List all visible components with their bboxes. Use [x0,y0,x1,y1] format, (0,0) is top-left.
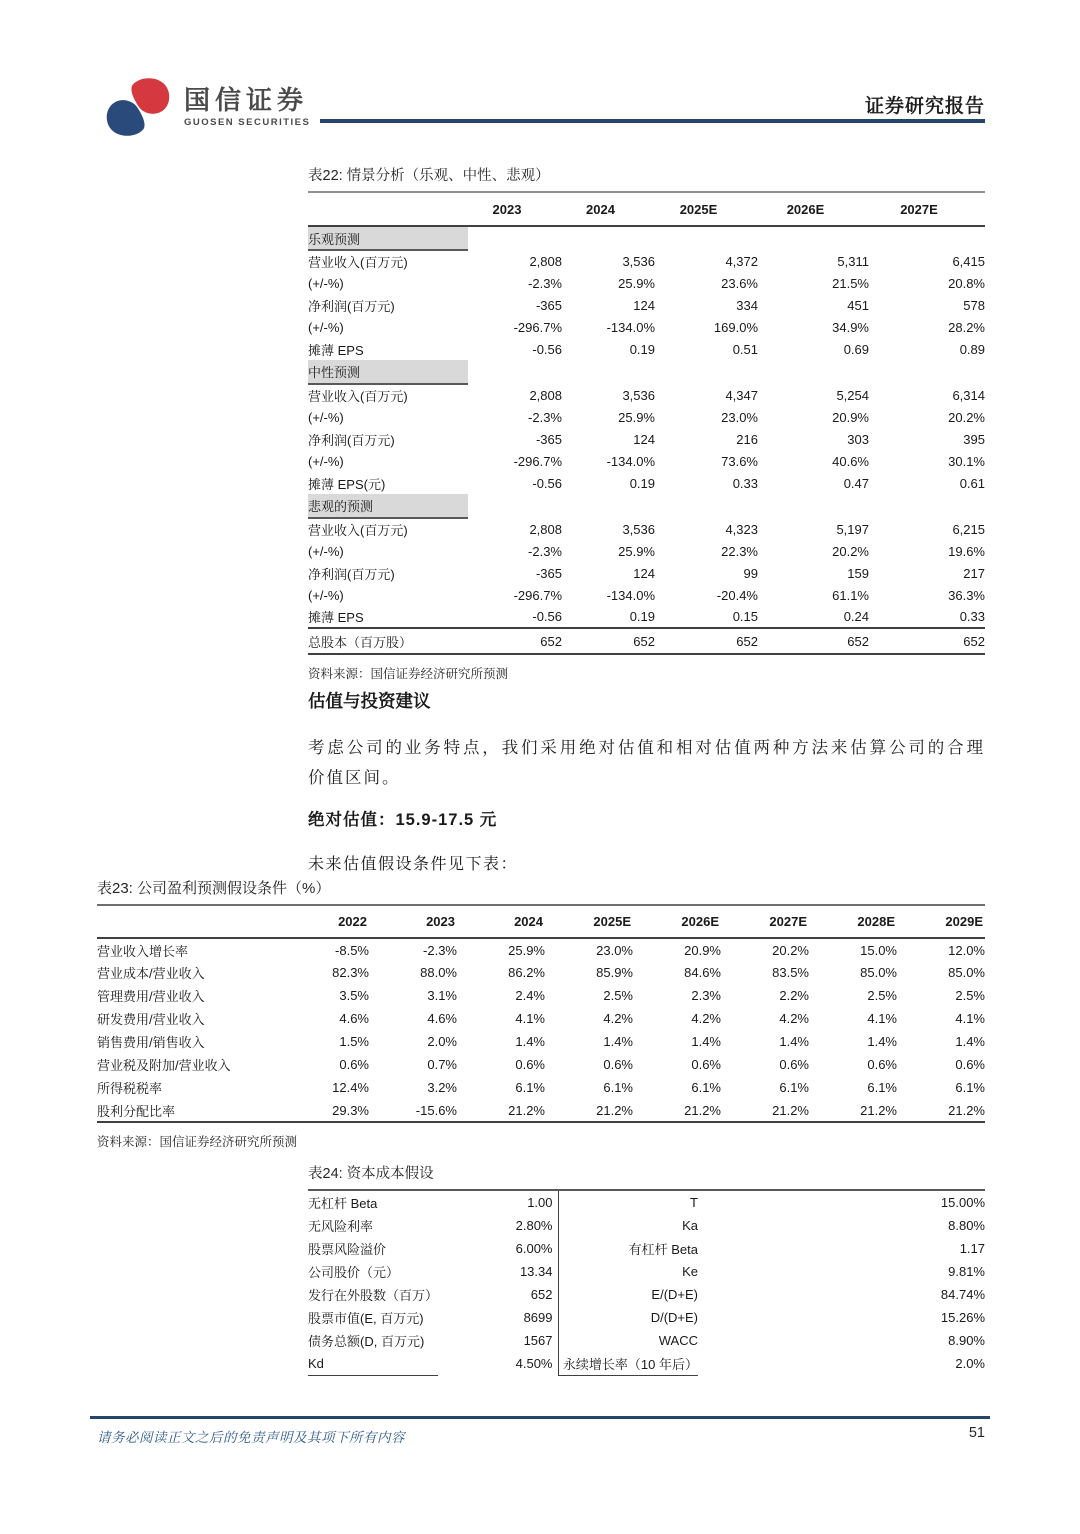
cell-value: 0.33 [732,475,758,491]
cell-value: 0.6% [339,1057,369,1072]
cell-value: 15.00% [940,1195,985,1210]
cell-value: 5,254 [836,387,869,403]
table-row [308,1352,985,1375]
cell-value: 25.9% [618,409,655,425]
table-row [308,316,985,338]
row-label: 中性预测 [308,360,468,384]
cell-value [468,360,562,384]
cell-value: 19.6% [948,543,985,559]
row-label: 摊薄 EPS [308,342,364,358]
header-divider [320,119,985,123]
cell-value: -20.4% [716,587,758,603]
cell-value: 6,415 [952,253,985,269]
table-row [97,961,985,984]
cell-value: -134.0% [606,453,655,469]
cell-value: 652 [468,628,562,654]
cell-value: 25.9% [508,942,545,958]
cell-value: 15.26% [940,1310,985,1325]
row-label: Ke [558,1260,698,1283]
cell-value: 0.6% [867,1057,897,1072]
cell-value: 0.6% [779,1057,809,1072]
section-row [308,360,985,384]
cell-value: -296.7% [513,587,562,603]
cell-value: 0.61 [959,475,985,491]
cell-value: 85.9% [596,965,633,980]
brand-name-en: GUOSEN SECURITIES [184,117,311,129]
cell-value: 2.5% [867,988,897,1003]
row-label: (+/-%) [308,319,344,335]
cell-value: 4.2% [603,1011,633,1026]
cell-value: 61.1% [832,587,869,603]
cell-value: 21.2% [809,1099,897,1122]
row-label: (+/-%) [308,453,344,469]
section-row [308,226,985,250]
cell-value: 21.2% [633,1099,721,1122]
cell-value: 0.47 [843,475,869,491]
row-label: 摊薄 EPS [308,610,364,625]
cell-value: 85.0% [948,965,985,980]
cell-value [758,494,869,518]
table-row [97,938,985,961]
scenario-analysis-section [308,164,985,682]
cell-value: 4,323 [725,521,758,537]
report-type-label: 证券研究报告 [864,96,985,117]
row-label: 净利润(百万元) [308,566,395,582]
brand-name-cn: 国信证券 [184,84,309,115]
table-row [308,1260,985,1283]
table-row [308,338,985,360]
cell-value: 83.5% [772,965,809,980]
column-header: 2028E [809,906,897,938]
valuation-section [308,688,985,874]
column-header: 2024 [457,906,545,938]
cell-value: 5,197 [836,521,869,537]
row-label: 营业成本/营业收入 [97,966,205,981]
cell-value: 2.0% [955,1356,985,1371]
row-label: (+/-%) [308,275,344,291]
cell-value: 124 [633,297,655,313]
cell-value [869,360,985,384]
cell-value: 0.51 [732,341,758,357]
column-header: 2023 [369,906,457,938]
cell-value [468,226,562,250]
row-label: 营业收入(百万元) [308,255,408,270]
cell-value: 5,311 [837,253,869,269]
row-label: 管理费用/营业收入 [97,989,205,1004]
cell-value: 2.2% [779,988,809,1003]
row-label: 销售费用/销售收入 [97,1035,205,1050]
cell-value [869,226,985,250]
cell-value: 6.1% [515,1080,545,1095]
cell-value: 0.19 [629,341,655,357]
cell-value: 334 [736,297,758,313]
cell-value: 99 [743,565,758,581]
cell-value: 1.5% [339,1034,369,1049]
absolute-valuation-heading: 绝对估值：15.9-17.5 元 [308,811,498,829]
cell-value: 2,808 [529,521,562,537]
cell-value: 4.1% [515,1011,545,1026]
table-row [308,562,985,584]
cell-value: 21.5% [832,275,869,291]
cell-value: 29.3% [281,1099,369,1122]
cell-value: -0.56 [532,609,562,624]
cell-value: 652 [869,628,985,654]
table-row [308,1306,985,1329]
cell-value: -296.7% [513,319,562,335]
table-row [308,272,985,294]
table-row [308,472,985,494]
cell-value: 216 [736,431,758,447]
cell-value: -0.56 [532,475,562,491]
table-row [308,518,985,540]
row-label: 所得税税率 [97,1081,163,1096]
cell-value: 6.1% [691,1080,721,1095]
cell-value: 4,347 [725,387,758,403]
cell-value: 21.2% [897,1099,985,1122]
cell-value: 20.2% [832,543,869,559]
cell-value: 3.2% [427,1080,457,1095]
table-row [308,1214,985,1237]
cell-value: 652 [758,628,869,654]
cell-value [655,226,758,250]
header-row [97,906,985,938]
cell-value: 4.6% [339,1011,369,1026]
cell-value: 23.6% [721,275,758,291]
cell-value: 0.24 [843,609,869,624]
column-header [97,906,281,938]
cell-value: 652 [530,1287,553,1302]
column-header: 2026E [633,906,721,938]
cell-value: 2.4% [515,988,545,1003]
cell-value: 451 [847,297,869,313]
cell-value: 0.69 [843,341,869,357]
cell-value: -365 [535,431,562,447]
cell-value [758,360,869,384]
row-label: 公司股价（元） [308,1265,400,1280]
cell-value [468,494,562,518]
row-label: 有杠杆 Beta [558,1237,698,1260]
cell-value [655,494,758,518]
cell-value: 21.2% [457,1099,545,1122]
cell-value: 124 [633,431,655,447]
cell-value: -134.0% [606,319,655,335]
valuation-paragraph [308,733,985,793]
cell-value: 20.2% [948,409,985,425]
page-number: 51 [968,1425,985,1441]
row-label: (+/-%) [308,543,344,559]
row-label: Ka [558,1214,698,1237]
table-row [308,628,985,654]
cell-value: 0.15 [732,609,758,624]
guosen-logo-icon [103,76,173,138]
cell-value: -0.56 [532,341,562,357]
row-label: 无风险利率 [308,1219,374,1234]
row-label: 股票市值(E, 百万元) [308,1311,424,1326]
row-label: (+/-%) [308,409,344,425]
row-label: 乐观预测 [308,226,468,250]
table-row [308,1329,985,1352]
table-row [308,406,985,428]
cell-value [562,360,655,384]
cell-value: 1.4% [955,1034,985,1049]
brand-text [184,86,310,129]
capital-cost-section [308,1162,985,1376]
cell-value: 6,215 [952,521,985,537]
cell-value: -2.3% [528,543,562,559]
table-row [97,1007,985,1030]
cell-value: 1567 [523,1333,553,1348]
row-label: 股利分配比率 [97,1099,281,1122]
footer-divider [90,1416,990,1419]
table-row [308,294,985,316]
cell-value: 86.2% [508,965,545,980]
cell-value: 82.3% [332,965,369,980]
cell-value: 1.00 [527,1195,553,1210]
cell-value: 8.80% [948,1218,985,1233]
cell-value: 40.6% [832,453,869,469]
cell-value: 9.81% [948,1264,985,1279]
cell-value: -8.5% [335,942,369,958]
row-label: 无杠杆 Beta [308,1196,378,1211]
row-label: 营业收入(百万元) [308,523,408,538]
cell-value: -2.3% [528,409,562,425]
row-label: WACC [558,1329,698,1352]
cell-value: 2,808 [529,253,562,269]
row-label: 悲观的预测 [308,494,468,518]
section-row [308,494,985,518]
cell-value [562,226,655,250]
table-row [97,984,985,1007]
cell-value: 13.34 [519,1264,553,1279]
cell-value: 0.6% [515,1057,545,1072]
cell-value: 6.1% [867,1080,897,1095]
cell-value: 15.0% [860,942,897,958]
table-row [97,1030,985,1053]
row-label: 发行在外股数（百万） [308,1288,439,1303]
cell-value: 20.9% [832,409,869,425]
column-header: 2024 [562,193,655,226]
table-row [97,1099,985,1122]
cell-value: 4.50% [515,1356,553,1371]
scenario-analysis-table [308,193,985,655]
cell-value: 395 [963,431,985,447]
column-header: 2027E [869,193,985,226]
cell-value: -2.3% [423,942,457,958]
cell-value: 1.4% [779,1034,809,1049]
table-row [308,450,985,472]
row-label: D/(D+E) [558,1306,698,1329]
cell-value: 159 [847,565,869,581]
cell-value: 124 [633,565,655,581]
paragraph-line: 价值区间。 [308,769,401,787]
cell-value: 88.0% [420,965,457,980]
cell-value: -365 [535,565,562,581]
table-row [308,606,985,628]
cell-value: 21.2% [545,1099,633,1122]
row-label: 营业收入(百万元) [308,389,408,404]
cell-value [655,360,758,384]
cell-value: 2.3% [691,988,721,1003]
cell-value: 3,536 [622,387,655,403]
row-label: 研发费用/营业收入 [97,1012,205,1027]
row-label: 净利润(百万元) [308,298,395,314]
cell-value: 0.6% [691,1057,721,1072]
row-label: 营业税及附加/营业收入 [97,1058,231,1073]
cell-value: 0.6% [603,1057,633,1072]
cell-value: 4.2% [691,1011,721,1026]
cell-value: 2.0% [427,1034,457,1049]
row-label: 营业收入增长率 [97,943,189,959]
table22-source: 资料来源：国信证券经济研究所预测 [308,667,509,681]
table-row [308,1283,985,1306]
column-header: 2023 [468,193,562,226]
cell-value: 2.5% [955,988,985,1003]
guosen-logo [103,76,310,138]
cell-value: 22.3% [721,543,758,559]
cell-value: 4.1% [867,1011,897,1026]
table-row [308,384,985,406]
valuation-heading: 估值与投资建议 [308,691,431,711]
cell-value: 0.89 [959,341,985,357]
cell-value: 73.6% [721,453,758,469]
header-row [308,193,985,226]
cell-value: 20.9% [684,942,721,958]
table-row [308,428,985,450]
table-intro-text: 未来估值假设条件见下表： [308,856,519,873]
cell-value: 12.0% [948,942,985,958]
cell-value: 3,536 [622,521,655,537]
cell-value [869,494,985,518]
cell-value: 3,536 [622,253,655,269]
cell-value: 4.2% [779,1011,809,1026]
cell-value: 2.80% [515,1218,553,1233]
cell-value: 2.5% [603,988,633,1003]
cell-value: 4.1% [955,1011,985,1026]
cell-value: 85.0% [860,965,897,980]
cell-value: 4.6% [427,1011,457,1026]
cell-value: 3.5% [339,988,369,1003]
table-row [97,1076,985,1099]
cell-value: 1.4% [603,1034,633,1049]
cell-value: 0.33 [959,609,985,624]
row-label: 总股本（百万股） [308,628,468,654]
cell-value: -134.0% [606,587,655,603]
cell-value: 0.19 [629,609,655,624]
table24-title: 表24: 资本成本假设 [308,1162,985,1191]
table-row [308,584,985,606]
column-header: 2025E [545,906,633,938]
table22-title: 表22: 情景分析（乐观、中性、悲观） [308,164,985,193]
cell-value [758,226,869,250]
cell-value: 2,808 [529,387,562,403]
cell-value: -15.6% [369,1099,457,1122]
profit-assumptions-table [97,906,985,1123]
cell-value: 36.3% [948,587,985,603]
column-header: 2022 [281,906,369,938]
row-label: 永续增长率（10 年后） [558,1352,698,1375]
cell-value: 4,372 [725,253,758,269]
table-row [308,1191,985,1214]
table-row [97,1053,985,1076]
row-label: 债务总额(D, 百万元) [308,1334,425,1349]
cell-value: 84.6% [684,965,721,980]
cell-value: 0.7% [427,1057,457,1072]
cell-value: 23.0% [721,409,758,425]
column-header: 2025E [655,193,758,226]
column-header: 2027E [721,906,809,938]
cell-value: 6.1% [779,1080,809,1095]
row-label: 净利润(百万元) [308,432,395,448]
column-header: 2029E [897,906,985,938]
cell-value: 20.2% [772,942,809,958]
cell-value: 25.9% [618,543,655,559]
row-label: E/(D+E) [558,1283,698,1306]
column-header [308,193,468,226]
table-row [308,1237,985,1260]
cell-value: 8.90% [948,1333,985,1348]
cell-value: 21.2% [721,1099,809,1122]
profit-assumptions-section [97,877,985,1150]
cell-value: 0.19 [629,475,655,491]
row-label: (+/-%) [308,587,344,603]
cell-value: 303 [847,431,869,447]
cell-value: 169.0% [713,319,758,335]
cell-value: 6.1% [603,1080,633,1095]
cell-value: 6,314 [952,387,985,403]
row-label: 股票风险溢价 [308,1242,387,1257]
cell-value: -365 [535,297,562,313]
cell-value: 25.9% [618,275,655,291]
cell-value: 0.6% [955,1057,985,1072]
table-row [308,540,985,562]
cell-value: 6.1% [955,1080,985,1095]
cell-value: 652 [562,628,655,654]
footer-disclaimer: 请务必阅读正文之后的免责声明及其项下所有内容 [97,1430,405,1445]
cell-value: 1.17 [959,1241,985,1256]
cell-value: 20.8% [948,275,985,291]
cell-value: -296.7% [513,453,562,469]
cell-value: 28.2% [948,319,985,335]
cell-value: -2.3% [528,275,562,291]
cell-value: 1.4% [515,1034,545,1049]
cell-value: 1.4% [691,1034,721,1049]
cell-value: 217 [963,565,985,581]
row-label: 摊薄 EPS(元) [308,476,386,492]
capital-cost-table [308,1191,985,1376]
table23-source: 资料来源：国信证券经济研究所预测 [97,1135,298,1149]
cell-value: 652 [655,628,758,654]
paragraph-line: 考虑公司的业务特点，我们采用绝对估值和相对估值两种方法来估算公司的合理 [308,739,985,757]
cell-value: 578 [963,297,985,313]
cell-value: 8699 [523,1310,553,1325]
table23-title: 表23: 公司盈利预测假设条件（%） [97,877,985,906]
cell-value: 3.1% [427,988,457,1003]
cell-value [562,494,655,518]
row-label: T [558,1191,698,1214]
table-row [308,250,985,272]
cell-value: 23.0% [596,942,633,958]
row-label: Kd [308,1352,438,1375]
cell-value: 6.00% [515,1241,553,1256]
cell-value: 12.4% [332,1080,369,1095]
cell-value: 34.9% [832,319,869,335]
cell-value: 84.74% [940,1287,985,1302]
column-header: 2026E [758,193,869,226]
cell-value: 1.4% [867,1034,897,1049]
cell-value: 30.1% [948,453,985,469]
